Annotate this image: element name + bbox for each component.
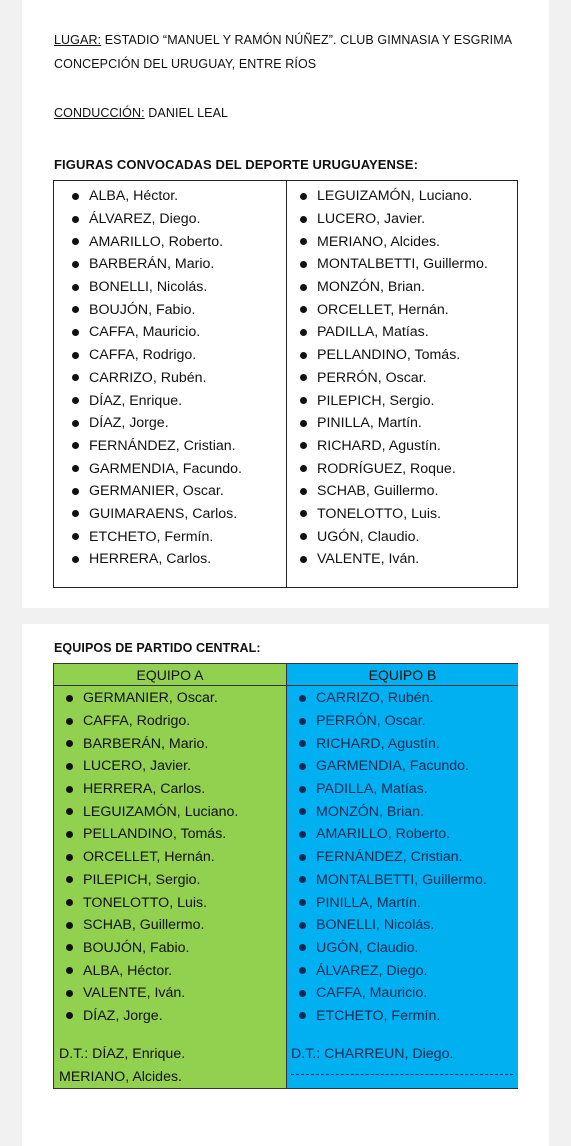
figura-item xyxy=(292,253,488,276)
figura-name: BOUJÓN, Fabio. xyxy=(89,301,196,318)
bullet-icon xyxy=(72,442,79,449)
bullet-icon xyxy=(72,352,79,359)
equipos-title: EQUIPOS DE PARTIDO CENTRAL: xyxy=(54,641,261,655)
equipo-b-player-item xyxy=(287,732,518,755)
bullet-icon xyxy=(72,329,79,336)
equipo-a-player-item xyxy=(54,869,286,892)
figura-item xyxy=(60,412,242,435)
figura-name: BARBERÁN, Mario. xyxy=(89,256,215,273)
bullet-icon xyxy=(66,899,73,906)
bullet-icon xyxy=(66,695,73,702)
bullet-icon xyxy=(72,488,79,495)
equipo-a-player-item xyxy=(54,1005,286,1028)
equipo-b-coach: D.T.: CHARREUN, Diego. xyxy=(291,1046,454,1062)
equipos-table xyxy=(53,663,518,1089)
figura-item xyxy=(60,230,242,253)
bullet-icon xyxy=(299,718,306,725)
equipo-b-player-name: MONTALBETTI, Guillermo. xyxy=(316,871,487,888)
figura-name: CAFFA, Mauricio. xyxy=(89,324,201,341)
equipo-a-player-item xyxy=(54,732,286,755)
figura-item xyxy=(60,208,242,231)
host-line xyxy=(54,106,228,120)
bullet-icon xyxy=(299,922,306,929)
equipo-b-player-name: AMARILLO, Roberto. xyxy=(316,826,451,843)
equipo-b-player-name: ÁLVAREZ, Diego. xyxy=(316,962,428,979)
figura-name: BONELLI, Nicolás. xyxy=(89,279,208,296)
equipo-a-player-item xyxy=(54,914,286,937)
equipo-a-player-name: ALBA, Héctor. xyxy=(83,962,173,979)
figura-name: LEGUIZAMÓN, Luciano. xyxy=(317,188,473,205)
figura-item xyxy=(292,480,488,503)
equipo-b-player-item xyxy=(287,846,518,869)
equipo-a-player-name: PILEPICH, Sergio. xyxy=(83,871,201,888)
figura-item xyxy=(292,367,488,390)
equipo-b-player-item xyxy=(287,823,518,846)
figura-item xyxy=(292,321,488,344)
figura-name: GARMENDIA, Facundo. xyxy=(89,460,242,477)
figura-name: MONZÓN, Brian. xyxy=(317,279,425,296)
host-name: DANIEL LEAL xyxy=(144,106,229,120)
figura-item xyxy=(60,253,242,276)
equipo-b-player-name: FERNÁNDEZ, Cristian. xyxy=(316,849,463,866)
bullet-icon xyxy=(66,944,73,951)
bullet-icon xyxy=(300,329,307,336)
figura-name: FERNÁNDEZ, Cristian. xyxy=(89,437,236,454)
bullet-icon xyxy=(66,831,73,838)
equipo-b-list xyxy=(287,686,518,1027)
bullet-icon xyxy=(299,763,306,770)
figura-item xyxy=(292,389,488,412)
equipo-b-player-name: GARMENDIA, Facundo. xyxy=(316,758,469,775)
figura-item xyxy=(292,548,488,571)
equipo-a-player-name: BOUJÓN, Fabio. xyxy=(83,939,190,956)
figura-name: GUIMARAENS, Carlos. xyxy=(89,505,238,522)
bullet-icon xyxy=(299,1012,306,1019)
blank-signature-line xyxy=(291,1074,513,1075)
equipo-a-column xyxy=(54,664,287,1088)
equipo-a-player-item xyxy=(54,823,286,846)
equipo-b-player-item xyxy=(287,891,518,914)
bullet-icon xyxy=(299,876,306,883)
figura-item xyxy=(60,435,242,458)
figura-item xyxy=(60,185,242,208)
bullet-icon xyxy=(72,420,79,427)
column-divider xyxy=(286,181,287,587)
figura-name: ETCHETO, Fermín. xyxy=(89,528,214,545)
figura-name: RICHARD, Agustín. xyxy=(317,437,441,454)
equipo-a-player-item xyxy=(54,982,286,1005)
figura-name: MERIANO, Alcides. xyxy=(317,233,440,250)
equipo-b-player-item xyxy=(287,914,518,937)
bullet-icon xyxy=(66,854,73,861)
equipo-a-player-name: DÍAZ, Jorge. xyxy=(83,1007,163,1024)
bullet-icon xyxy=(299,831,306,838)
bullet-icon xyxy=(300,284,307,291)
bullet-icon xyxy=(299,740,306,747)
equipo-a-player-item xyxy=(54,687,286,710)
bullet-icon xyxy=(72,238,79,245)
bullet-icon xyxy=(72,533,79,540)
bullet-icon xyxy=(66,876,73,883)
figura-item xyxy=(292,435,488,458)
equipo-a-player-name: LEGUIZAMÓN, Luciano. xyxy=(83,803,239,820)
figura-name: RODRÍGUEZ, Roque. xyxy=(317,460,456,477)
equipo-b-player-name: PERRÓN, Oscar. xyxy=(316,713,426,730)
figura-name: PILEPICH, Sergio. xyxy=(317,392,435,409)
equipo-a-player-name: CAFFA, Rodrigo. xyxy=(83,713,191,730)
figura-name: DÍAZ, Enrique. xyxy=(89,392,183,409)
figura-name: DÍAZ, Jorge. xyxy=(89,415,169,432)
figura-name: PELLANDINO, Tomás. xyxy=(317,347,461,364)
figuras-title: FIGURAS CONVOCADAS DEL DEPORTE URUGUAYENSE: xyxy=(54,157,419,172)
figura-name: AMARILLO, Roberto. xyxy=(89,233,224,250)
figuras-left-column xyxy=(60,185,242,571)
bullet-icon xyxy=(72,306,79,313)
bullet-icon xyxy=(66,740,73,747)
figura-name: PINILLA, Martín. xyxy=(317,415,422,432)
equipo-a-player-item xyxy=(54,710,286,733)
figura-item xyxy=(292,344,488,367)
bullet-icon xyxy=(300,556,307,563)
bullet-icon xyxy=(300,374,307,381)
equipo-b-player-name: PINILLA, Martín. xyxy=(316,894,421,911)
bullet-icon xyxy=(299,899,306,906)
equipo-b-player-name: PADILLA, Matías. xyxy=(316,781,428,798)
bullet-icon xyxy=(300,420,307,427)
figura-item xyxy=(60,525,242,548)
equipo-a-player-item xyxy=(54,800,286,823)
figura-name: ORCELLET, Hernán. xyxy=(317,301,449,318)
bullet-icon xyxy=(66,718,73,725)
equipo-b-player-item xyxy=(287,800,518,823)
equipo-b-player-name: CAFFA, Mauricio. xyxy=(316,985,428,1002)
bullet-icon xyxy=(299,786,306,793)
bullet-icon xyxy=(299,695,306,702)
bullet-icon xyxy=(299,854,306,861)
figura-name: TONELOTTO, Luis. xyxy=(317,505,442,522)
equipo-a-player-item xyxy=(54,891,286,914)
bullet-icon xyxy=(66,808,73,815)
equipo-a-player-item xyxy=(54,778,286,801)
bullet-icon xyxy=(66,1012,73,1019)
figura-item xyxy=(60,457,242,480)
bullet-icon xyxy=(299,990,306,997)
equipo-b-player-item xyxy=(287,937,518,960)
equipo-a-player-item xyxy=(54,937,286,960)
equipo-b-player-item xyxy=(287,869,518,892)
figura-name: VALENTE, Iván. xyxy=(317,551,420,568)
equipo-b-player-name: UGÓN, Claudio. xyxy=(316,939,419,956)
bullet-icon xyxy=(300,465,307,472)
figura-name: SCHAB, Guillermo. xyxy=(317,483,439,500)
figura-item xyxy=(292,412,488,435)
figura-name: GERMANIER, Oscar. xyxy=(89,483,224,500)
equipo-a-player-item xyxy=(54,755,286,778)
bullet-icon xyxy=(66,786,73,793)
figura-item xyxy=(292,230,488,253)
bullet-icon xyxy=(299,808,306,815)
equipo-b-player-item xyxy=(287,1005,518,1028)
figura-name: PADILLA, Matías. xyxy=(317,324,429,341)
bullet-icon xyxy=(66,967,73,974)
document-page-1 xyxy=(22,0,549,608)
equipo-a-player-name: PELLANDINO, Tomás. xyxy=(83,826,227,843)
equipo-a-player-name: GERMANIER, Oscar. xyxy=(83,690,218,707)
host-label: CONDUCCIÓN: xyxy=(54,106,145,120)
equipo-a-player-name: LUCERO, Javier. xyxy=(83,758,192,775)
venue-city: CONCEPCIÓN DEL URUGUAY, ENTRE RÍOS xyxy=(54,57,317,71)
equipo-b-player-item xyxy=(287,982,518,1005)
equipo-a-player-name: BARBERÁN, Mario. xyxy=(83,735,209,752)
venue-line xyxy=(54,33,512,47)
bullet-icon xyxy=(72,556,79,563)
bullet-icon xyxy=(300,216,307,223)
bullet-icon xyxy=(300,442,307,449)
figura-name: CARRIZO, Rubén. xyxy=(89,369,207,386)
bullet-icon xyxy=(300,510,307,517)
bullet-icon xyxy=(66,922,73,929)
equipo-a-list xyxy=(54,686,286,1027)
equipo-a-player-name: HERRERA, Carlos. xyxy=(83,781,206,798)
figura-name: PERRÓN, Oscar. xyxy=(317,369,427,386)
figuras-right-column xyxy=(292,185,488,571)
equipo-b-player-name: CARRIZO, Rubén. xyxy=(316,690,434,707)
equipo-a-player-item xyxy=(54,959,286,982)
equipo-a-player-name: SCHAB, Guillermo. xyxy=(83,917,205,934)
figura-item xyxy=(60,367,242,390)
figuras-table xyxy=(53,180,518,588)
equipo-a-coach: D.T.: DÍAZ, Enrique. xyxy=(59,1046,186,1062)
bullet-icon xyxy=(300,306,307,313)
figura-name: MONTALBETTI, Guillermo. xyxy=(317,256,488,273)
equipo-b-player-item xyxy=(287,687,518,710)
equipo-b-player-item xyxy=(287,710,518,733)
document-page-2 xyxy=(22,624,549,1146)
bullet-icon xyxy=(72,374,79,381)
bullet-icon xyxy=(300,193,307,200)
bullet-icon xyxy=(300,261,307,268)
bullet-icon xyxy=(66,990,73,997)
bullet-icon xyxy=(72,465,79,472)
figura-item xyxy=(60,298,242,321)
bullet-icon xyxy=(72,216,79,223)
equipo-a-header: EQUIPO A xyxy=(54,664,286,686)
figura-item xyxy=(292,503,488,526)
equipo-b-player-name: ETCHETO, Fermín. xyxy=(316,1007,441,1024)
venue-text: ESTADIO “MANUEL Y RAMÓN NÚÑEZ”. CLUB GIMNASIA Y ESGRIMA xyxy=(101,33,513,47)
figura-item xyxy=(60,276,242,299)
bullet-icon xyxy=(300,352,307,359)
figura-name: CAFFA, Rodrigo. xyxy=(89,347,197,364)
equipo-a-player-item xyxy=(54,846,286,869)
figura-name: LUCERO, Javier. xyxy=(317,211,426,228)
equipo-a-player-name: TONELOTTO, Luis. xyxy=(83,894,208,911)
equipo-a-assistant: MERIANO, Alcides. xyxy=(59,1069,182,1085)
equipo-b-column xyxy=(287,664,518,1088)
bullet-icon xyxy=(300,238,307,245)
figura-item xyxy=(60,321,242,344)
equipo-b-header: EQUIPO B xyxy=(287,664,518,686)
equipo-a-player-name: VALENTE, Iván. xyxy=(83,985,186,1002)
figura-item xyxy=(60,480,242,503)
figura-item xyxy=(292,457,488,480)
equipo-b-player-item xyxy=(287,755,518,778)
figura-item xyxy=(292,525,488,548)
figura-name: UGÓN, Claudio. xyxy=(317,528,420,545)
figura-item xyxy=(60,548,242,571)
figura-item xyxy=(60,344,242,367)
figura-item xyxy=(292,185,488,208)
figura-item xyxy=(292,276,488,299)
bullet-icon xyxy=(72,261,79,268)
bullet-icon xyxy=(300,488,307,495)
figura-item xyxy=(292,208,488,231)
equipo-b-player-item xyxy=(287,959,518,982)
bullet-icon xyxy=(300,397,307,404)
figura-item xyxy=(60,503,242,526)
bullet-icon xyxy=(72,193,79,200)
bullet-icon xyxy=(72,284,79,291)
bullet-icon xyxy=(66,763,73,770)
equipo-b-player-item xyxy=(287,778,518,801)
bullet-icon xyxy=(299,967,306,974)
figura-name: HERRERA, Carlos. xyxy=(89,551,212,568)
figura-name: ALBA, Héctor. xyxy=(89,188,179,205)
equipo-b-player-name: RICHARD, Agustín. xyxy=(316,735,440,752)
bullet-icon xyxy=(72,397,79,404)
figura-item xyxy=(292,298,488,321)
venue-label: LUGAR: xyxy=(54,33,102,47)
bullet-icon xyxy=(299,944,306,951)
equipo-b-player-name: MONZÓN, Brian. xyxy=(316,803,424,820)
figura-name: ÁLVAREZ, Diego. xyxy=(89,211,201,228)
equipo-b-player-name: BONELLI, Nicolás. xyxy=(316,917,435,934)
figura-item xyxy=(60,389,242,412)
bullet-icon xyxy=(72,510,79,517)
bullet-icon xyxy=(300,533,307,540)
equipo-a-player-name: ORCELLET, Hernán. xyxy=(83,849,215,866)
